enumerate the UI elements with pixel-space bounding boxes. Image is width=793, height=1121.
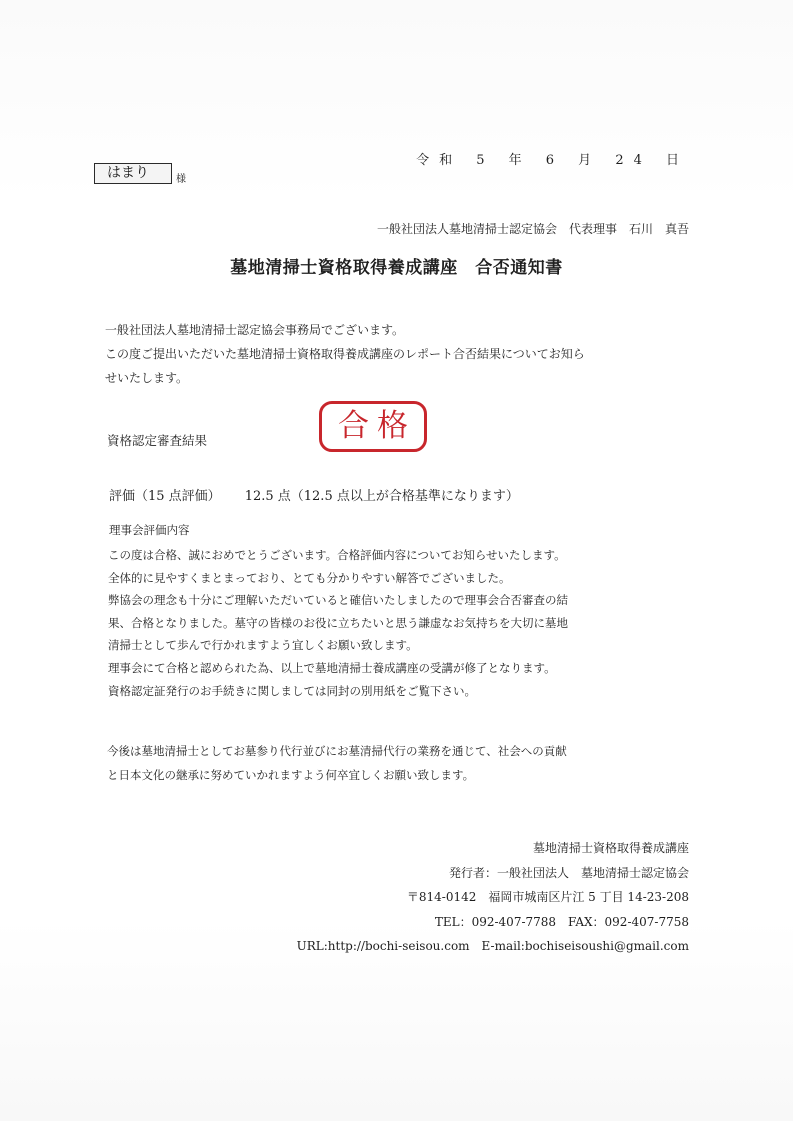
issuer-footer bbox=[297, 836, 689, 959]
sender-line: 一般社団法人墓地清掃士認定協会 代表理事 石川 真吾 bbox=[376, 222, 689, 236]
evaluation-line: 全体的に見やすくまとまっており、とても分かりやすい解答でございました。 bbox=[108, 570, 511, 585]
intro-line: 一般社団法人墓地清掃士認定協会事務局でございます。 bbox=[105, 323, 405, 337]
intro-line: この度ご提出いただいた墓地清掃士資格取得養成講座のレポート合否結果についてお知ら bbox=[105, 347, 585, 361]
evaluation-line: 資格認定証発行のお手続きに関しましては同封の別用紙をご覧下さい。 bbox=[108, 683, 476, 698]
footer-web-email: URL:http://bochi-seisou.com E-mail:bochiseisoushi@gmail.com bbox=[296, 939, 689, 953]
evaluation-body bbox=[108, 544, 568, 702]
evaluation-heading: 理事会評価内容 bbox=[109, 523, 190, 537]
footer-address: 〒814-0142 福岡市城南区片江 5 丁目 14-23-208 bbox=[406, 890, 689, 904]
evaluation-line: 清掃士として歩んで行かれますよう宜しくお願い致します。 bbox=[108, 638, 418, 653]
intro-paragraph bbox=[105, 318, 695, 390]
result-label: 資格認定審査結果 bbox=[107, 433, 208, 448]
footer-course: 墓地清掃士資格取得養成講座 bbox=[532, 841, 689, 855]
recipient-honorific: 様 bbox=[176, 174, 186, 185]
pass-stamp: 合格 bbox=[319, 401, 427, 452]
score-value: 12.5 点（12.5 点以上が合格基準になります） bbox=[244, 489, 519, 504]
score-line bbox=[109, 485, 519, 504]
footer-publisher: 発行者：一般社団法人 墓地清掃士認定協会 bbox=[448, 865, 689, 880]
intro-line: せいたします。 bbox=[105, 371, 189, 385]
document-date: 令和 5 年 6 月 24 日 bbox=[416, 153, 689, 168]
footer-phone-fax: TEL：092-407-7788 FAX：092-407-7758 bbox=[434, 914, 689, 929]
evaluation-line: 果、合格となりました。墓守の皆様のお役に立ちたいと思う謙虚なお気持ちを大切に墓地 bbox=[108, 615, 568, 630]
closing-line: と日本文化の継承に努めていかれますよう何卒宜しくお願い致します。 bbox=[107, 768, 475, 782]
evaluation-line: 弊協会の理念も十分にご理解いただいていると確信いたしましたので理事会合否審査の結 bbox=[108, 593, 568, 608]
score-label: 評価（15 点評価） bbox=[109, 489, 221, 504]
recipient-name-field: はまり bbox=[94, 163, 172, 184]
document-title: 墓地清掃士資格取得養成講座 合否通知書 bbox=[230, 258, 563, 278]
evaluation-line: 理事会にて合格と認められた為、以上で墓地清掃士養成講座の受講が修了となります。 bbox=[108, 660, 556, 675]
closing-paragraph bbox=[107, 739, 567, 787]
evaluation-line: この度は合格、誠におめでとうございます。合格評価内容についてお知らせいたします。 bbox=[108, 548, 566, 562]
closing-line: 今後は墓地清掃士としてお墓参り代行並びにお墓清掃代行の業務を通じて、社会への貢献 bbox=[107, 744, 567, 758]
